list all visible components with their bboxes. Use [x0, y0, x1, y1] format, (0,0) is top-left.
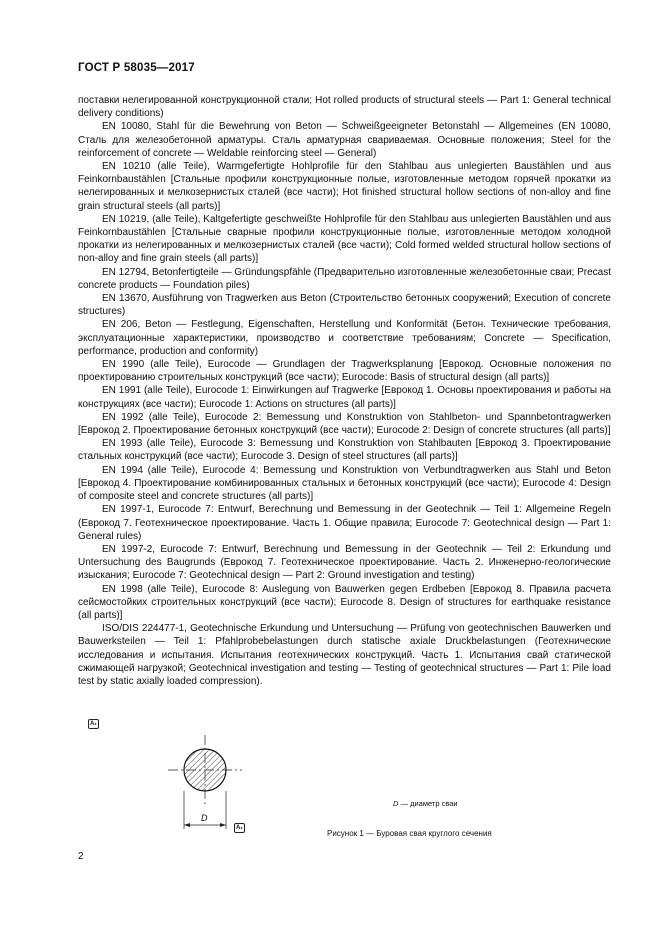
paragraph: EN 1994 (alle Teile), Eurocode 4: Bemessung und Konstruktion von Verbundtragwerken aus Stahl und Beton [Еврокод 4. Проектирование комбинированных стальных и бетонных конструкций (все части); Eurocode 4: Design of composite steel and concrete structures (all parts)] — [78, 464, 611, 503]
page-number: 2 — [78, 851, 84, 862]
amendment-end-mark: A₁ — [236, 825, 243, 831]
legend-symbol: D — [393, 799, 399, 808]
pile-section-circle — [184, 749, 226, 791]
paragraph: EN 1991 (alle Teile), Eurocode 1: Einwirkungen auf Tragwerke [Еврокод 1. Основы проектирования и работы на конструкциях (все части); Eurocode 1: Actions on structures (all parts)] — [78, 385, 611, 410]
figure-legend — [393, 799, 458, 808]
document-header: ГОСТ Р 58035—2017 — [78, 62, 195, 74]
paragraph: EN 206, Beton — Festlegung, Eigenschaften, Herstellung und Konformität (Бетон. Технические требования, эксплуатационные характеристики, производство и соответствие требованиям; Concrete — Specification, performance, production and conformity) — [78, 319, 611, 357]
paragraph: EN 1997-2, Eurocode 7: Entwurf, Berechnung und Bemessung in der Geotechnik — Teil 2: Erkundung und Untersuchung des Baugrunds (Еврокод 7. Геотехническое проектирование. Часть 2. Инженерно-геологические изыскания; Eurocode 7: Geotechnical design — Part 2: Ground investigation and testing) — [78, 543, 611, 582]
paragraph: EN 1997-1, Eurocode 7: Entwurf, Berechnung und Bemessung in der Geotechnik — Teil 1: Allgemeine Regeln (Еврокод 7. Геотехническое проектирование. Часть 1. Общие правила; Eurocode 7: Geotechnical design — Part 1: General rules) — [78, 504, 611, 542]
paragraph: EN 10219, (alle Teile), Kaltgefertigte geschweißte Hohlprofile für den Stahlbau aus unlegierten Baustählen und aus Feinkornbaustählen [Стальные сварные профили конструкционные полые, изготовленные методом холодной прокатки из нелегированных и мелкозернистых сталей (все части); Cold formed welded structural hollow sections of non-alloy and fine grain steels (all parts)] — [78, 213, 611, 265]
dimension-arrow-right — [220, 823, 226, 827]
legend-text: — диаметр сваи — [398, 799, 458, 808]
paragraph: EN 13670, Ausführung von Tragwerken aus Beton (Строительство бетонных сооружений; Execution of concrete structures) — [78, 293, 611, 318]
paragraph: EN 10210 (alle Teile), Warmgefertigte Hohlprofile für den Stahlbau aus unlegierten Baustählen und aus Feinkornbaustählen [Стальные профили конструкционные полые, изготовленные методом горячей прокатки из нелегированных и мелкозернистых сталей (все части); Hot finished structural hollow sections of non-alloy and fine grain structural steels (all parts)] — [78, 161, 611, 212]
pile-cross-section-figure — [150, 735, 260, 835]
paragraph: EN 1998 (alle Teile), Eurocode 8: Auslegung von Bauwerken gegen Erdbeben [Еврокод 8. Правила расчета сейсмостойких строительных конструкций (все части); Eurocode 8. Design of structures for earthquake resistance (all parts)] — [78, 583, 611, 621]
dimension-arrow-left — [184, 823, 190, 827]
document-body — [78, 94, 611, 688]
paragraph: EN 10080, Stahl für die Bewehrung von Beton — Schweißgeeigneter Betonstahl — Allgemeines (EN 10080, Сталь для железобетонной арматуры. Сталь арматурная свариваемая. Основные положения; Steel for the reinforcement of concrete — Weldable reinforcing steel — General) — [78, 121, 611, 159]
paragraph: EN 1993 (alle Teile), Eurocode 3: Bemessung und Konstruktion von Stahlbauten [Еврокод 3. Проектирование стальных конструкций (все части); Eurocode 3. Design of steel structures (all parts)] — [78, 438, 611, 463]
paragraph: EN 12794, Betonfertigteile — Gründungspfähle (Предварительно изготовленные железобетонные сваи; Precast concrete products — Foundation piles) — [78, 266, 611, 291]
paragraph: EN 1992 (alle Teile), Eurocode 2: Bemessung und Konstruktion von Stahlbeton- und Spannbetontragwerken [Еврокод 2. Проектирование бетонных конструкций (все части); Eurocode 2: Design of concrete structures (all parts)] — [78, 411, 611, 437]
paragraph: EN 1990 (alle Teile), Eurocode — Grundlagen der Tragwerksplanung [Еврокод. Основные положения по проектированию строительных конструкций (все части); Eurocode: Basis of structural design (all parts)] — [78, 359, 611, 384]
figure-caption: Рисунок 1 — Буровая свая круглого сечения — [327, 829, 492, 838]
dimension-label: D — [201, 813, 208, 823]
paragraph: ISO/DIS 224477-1, Geotechnische Erkundung und Untersuchung — Prüfung von geotechnischen Bauwerken und Bauwerksteilen — Teil 1: Pfahlprobebelastungen durch statische axiale Druckbelastungen (Геотехнические исследования и испытания. Испытания геотехнических конструкций. Часть 1. Испытания свай статической сжимающей нагрузкой; Geotechnical investigation and testing — Testing of geotechnical structures — Part 1: Pile load test by static axially loaded compression). — [78, 623, 611, 687]
paragraph: поставки нелегированной конструкционной стали; Hot rolled products of structural steels — Part 1: General technical delivery conditions) — [78, 95, 611, 120]
amendment-start-mark: A₁ — [90, 721, 97, 727]
